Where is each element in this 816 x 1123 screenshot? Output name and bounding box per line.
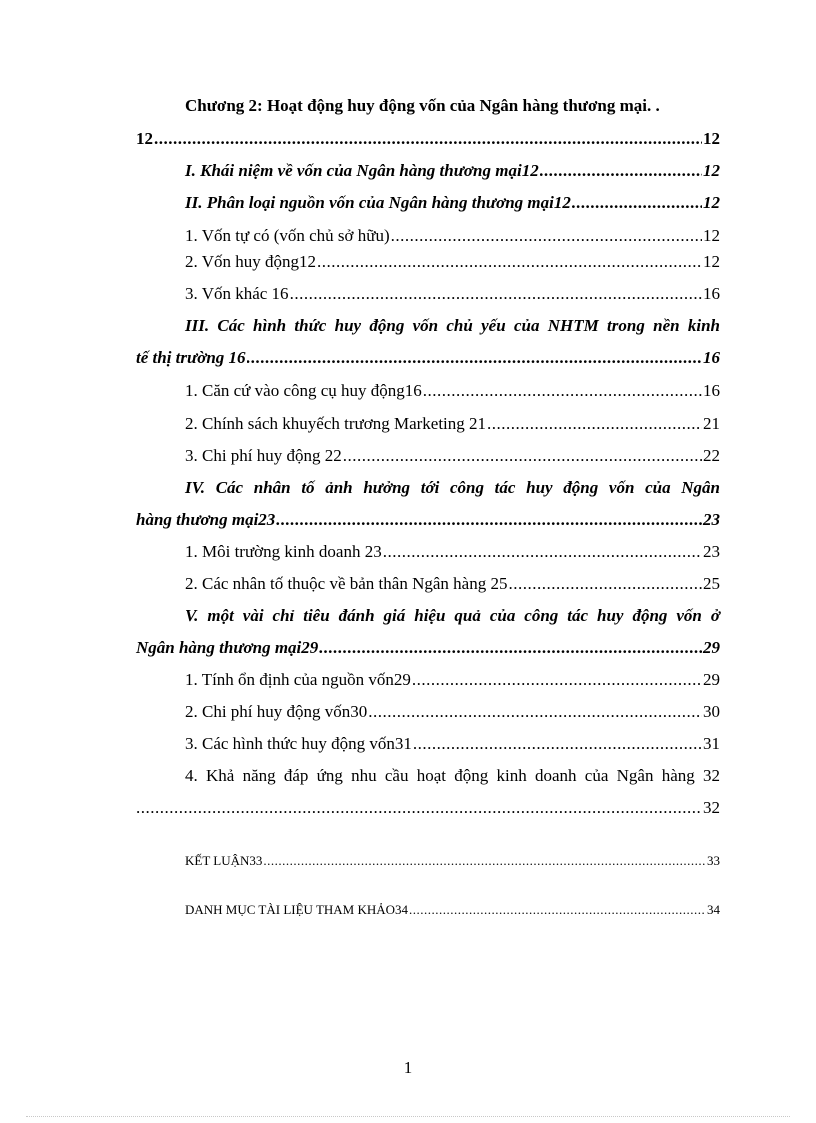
toc-leader-dots — [412, 669, 702, 691]
toc-page-number: 32 — [703, 798, 720, 817]
toc-chapter-2-cont: 12 — [136, 129, 153, 148]
toc-entry-title: 3. Chi phí huy động 22 — [185, 446, 342, 465]
toc-entry-title: IV. Các nhân tố ảnh hưởng tới công tác huy động vốn của Ngân — [185, 478, 720, 497]
toc-page-number: 12 — [703, 129, 720, 148]
toc-page-number: 12 — [703, 193, 720, 212]
toc-entry-title: 1. Vốn tự có (vốn chủ sở hữu) — [185, 226, 390, 245]
toc-page-number: 16 — [703, 381, 720, 400]
toc-entry-title: 2. Chi phí huy động vốn30 — [185, 702, 368, 721]
toc-entry-title: 1. Căn cứ vào công cụ huy động16 — [185, 381, 422, 400]
toc-leader-dots — [154, 128, 702, 150]
toc-entry-title: 3. Vốn khác 16 — [185, 284, 289, 303]
toc-page-number: 30 — [703, 702, 720, 721]
page-number: 1 — [403, 1058, 413, 1077]
toc-page-number: 25 — [703, 574, 720, 593]
toc-page-number: 23 — [703, 542, 720, 561]
toc-entry-title: II. Phân loại nguồn vốn của Ngân hàng thương mại12 — [185, 193, 571, 212]
toc-leader-dots — [409, 899, 706, 921]
toc-entry-title-cont: Ngân hàng thương mại29 — [136, 638, 319, 657]
toc-leader-dots — [317, 251, 702, 273]
toc-page-number: 29 — [703, 638, 720, 657]
toc-page-number: 31 — [703, 734, 720, 753]
toc-entry-title: 4. Khả năng đáp ứng nhu cầu hoạt động kinh doanh của Ngân hàng 32 — [185, 766, 720, 785]
toc-entry-section-5-4-line1[interactable] — [185, 765, 720, 787]
toc-entry-section-4-2[interactable] — [185, 573, 720, 595]
toc-entry-section-5-line1[interactable] — [185, 605, 720, 627]
toc-entry-section-4-1[interactable] — [185, 541, 720, 563]
toc-entry-references[interactable] — [185, 899, 720, 921]
toc-entry-section-5-1[interactable] — [185, 669, 720, 691]
toc-leader-dots — [572, 192, 702, 214]
toc-entry-title-cont: tế thị trường 16 — [136, 348, 246, 367]
toc-entry-section-2-2[interactable] — [185, 251, 720, 273]
toc-page-number: 22 — [703, 446, 720, 465]
toc-page-number: 12 — [703, 161, 720, 180]
toc-leader-dots — [263, 850, 706, 872]
toc-entry-title: I. Khái niệm về vốn của Ngân hàng thương mại12 — [185, 161, 539, 180]
toc-entry-section-5-3[interactable] — [185, 733, 720, 755]
toc-entry-title: 1. Tính ổn định của nguồn vốn29 — [185, 670, 411, 689]
toc-entry-section-5-2[interactable] — [185, 701, 720, 723]
toc-entry-section-2[interactable] — [185, 192, 720, 214]
toc-page-number: 16 — [703, 348, 720, 367]
toc-chapter-2-title: Chương 2: Hoạt động huy động vốn của Ngân hàng thương mại. . — [185, 96, 660, 115]
page-bottom-divider — [26, 1116, 790, 1117]
toc-leader-dots — [343, 445, 702, 467]
toc-entry-title: DANH MỤC TÀI LIỆU THAM KHẢO34 — [185, 902, 409, 917]
toc-chapter-2-heading[interactable] — [185, 95, 720, 117]
toc-leader-dots — [413, 733, 702, 755]
toc-entry-section-5-4-line2[interactable] — [136, 797, 720, 819]
toc-entry-section-3-2[interactable] — [185, 413, 720, 435]
toc-entry-title: V. một vài chỉ tiêu đánh giá hiệu quả của công tác huy động vốn ở — [185, 606, 720, 625]
toc-entry-section-1[interactable] — [185, 160, 720, 182]
toc-entry-section-2-3[interactable] — [185, 283, 720, 305]
toc-entry-conclusion[interactable] — [185, 850, 720, 872]
toc-page-number: 23 — [703, 510, 720, 529]
toc-entry-title: 2. Vốn huy động12 — [185, 252, 316, 271]
toc-entry-title: 2. Các nhân tố thuộc về bản thân Ngân hàng 25 — [185, 574, 508, 593]
toc-page-number: 16 — [703, 284, 720, 303]
toc-leader-dots — [383, 541, 702, 563]
toc-leader-dots — [423, 380, 702, 402]
toc-entry-title: KẾT LUẬN33 — [185, 853, 263, 868]
toc-entry-section-3-line2[interactable] — [136, 347, 720, 369]
toc-entry-title-cont: hàng thương mại23 — [136, 510, 276, 529]
toc-entry-section-4-line2[interactable] — [136, 509, 720, 531]
toc-page-number: 12 — [703, 226, 720, 245]
toc-entry-section-5-line2[interactable] — [136, 637, 720, 659]
toc-entry-title: 3. Các hình thức huy động vốn31 — [185, 734, 412, 753]
toc-entry-title: 2. Chính sách khuyếch trương Marketing 21 — [185, 414, 487, 433]
toc-leader-dots — [487, 413, 702, 435]
toc-leader-dots — [247, 347, 702, 369]
toc-leader-dots — [136, 797, 702, 819]
toc-leader-dots — [290, 283, 702, 305]
toc-page-number: 34 — [707, 902, 720, 917]
toc-leader-dots — [540, 160, 702, 182]
toc-entry-section-3-line1[interactable] — [185, 315, 720, 337]
toc-page-number: 21 — [703, 414, 720, 433]
toc-entry-section-2-1[interactable] — [185, 225, 720, 247]
toc-page-number: 33 — [707, 853, 720, 868]
toc-entry-section-3-3[interactable] — [185, 445, 720, 467]
toc-page-number: 29 — [703, 670, 720, 689]
toc-entry-title: III. Các hình thức huy động vốn chủ yếu của NHTM trong nền kinh — [185, 316, 720, 335]
toc-chapter-2-continuation[interactable] — [136, 128, 720, 150]
toc-entry-section-4-line1[interactable] — [185, 477, 720, 499]
toc-leader-dots — [276, 509, 702, 531]
toc-page-number: 12 — [703, 252, 720, 271]
toc-entry-section-3-1[interactable] — [185, 380, 720, 402]
toc-leader-dots — [391, 225, 702, 247]
toc-leader-dots — [508, 573, 702, 595]
toc-leader-dots — [319, 637, 702, 659]
toc-leader-dots — [368, 701, 702, 723]
toc-entry-title: 1. Môi trường kinh doanh 23 — [185, 542, 382, 561]
